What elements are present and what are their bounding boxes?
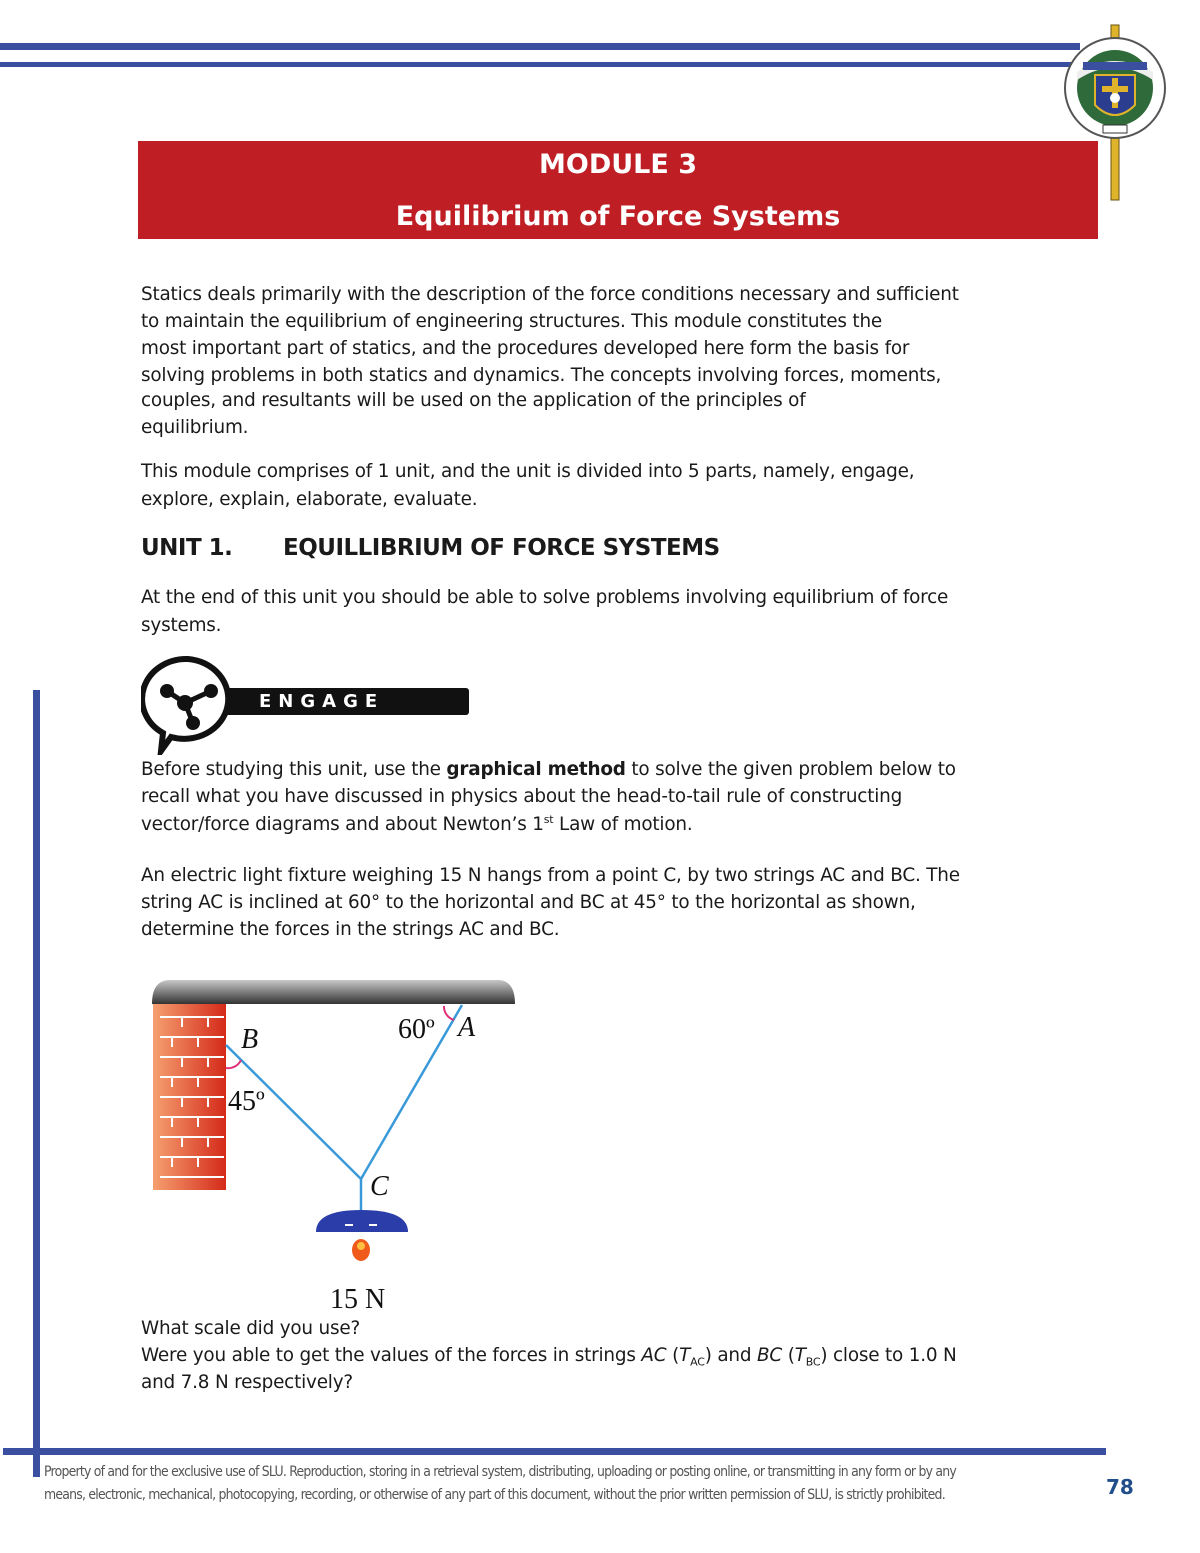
objective-line: At the end of this unit you should be able to solve problems involving equilibrium of force [141, 587, 949, 608]
question-values-cont: and 7.8 N respectively? [141, 1372, 353, 1393]
text: to solve the given problem below to [625, 759, 956, 780]
text: T [794, 1345, 806, 1366]
intro-line: equilibrium. [141, 417, 249, 438]
module-banner [138, 141, 1098, 239]
text: vector/force diagrams and about Newton’s 1 [141, 814, 544, 836]
lamp-shade [316, 1210, 408, 1232]
intro-line: to maintain the equilibrium of engineering structures. This module constitutes the [141, 311, 883, 332]
engage-line: recall what you have discussed in physics about the head-to-tail rule of constructing [141, 786, 903, 807]
problem-line: An electric light fixture weighing 15 N hangs from a point C, by two strings AC and BC. The [141, 865, 960, 886]
text: AC [641, 1345, 667, 1366]
emphasis-graphical-method: graphical method [446, 759, 626, 780]
subscript: BC [805, 1355, 821, 1369]
header-rule-top [0, 43, 1080, 50]
superscript: st [543, 813, 554, 826]
objective-line: systems. [141, 615, 222, 636]
intro-line: This module comprises of 1 unit, and the unit is divided into 5 parts, namely, engage, [141, 461, 915, 482]
label-b: B [241, 1024, 259, 1055]
footer-notice-line: means, electronic, mechanical, photocopying, recording, or otherwise of any part of this document, without the prior written permission of SLU, is strictly prohibited. [44, 1487, 945, 1503]
engage-bar [225, 688, 469, 715]
left-margin-rule [33, 690, 40, 1477]
engage-network-icon [141, 655, 239, 755]
intro-line: most important part of statics, and the procedures developed here form the basis for [141, 338, 910, 359]
engage-line [141, 759, 956, 780]
question-scale: What scale did you use? [141, 1318, 361, 1339]
force-diagram [140, 970, 530, 1310]
angle-45: 45º [228, 1086, 265, 1117]
footer-rule [3, 1448, 1106, 1455]
page-number: 78 [1106, 1475, 1134, 1499]
ceiling [152, 980, 515, 1004]
unit-heading [141, 535, 720, 561]
module-label: MODULE 3 [539, 149, 697, 180]
label-c: C [370, 1171, 389, 1202]
text: Before studying this unit, use the [141, 759, 447, 780]
unit-number: UNIT 1. [141, 535, 233, 561]
unit-title: EQUILLIBRIUM OF FORCE SYSTEMS [283, 535, 720, 561]
text: ( [666, 1345, 680, 1366]
weight-label: 15 N [330, 1284, 386, 1310]
text: ) and [704, 1345, 758, 1366]
intro-line: Statics deals primarily with the description of the force conditions necessary and sufficient [141, 284, 959, 305]
text: ( [782, 1345, 795, 1366]
question-values [141, 1345, 957, 1369]
engage-line [141, 813, 692, 835]
text: T [679, 1345, 691, 1366]
module-title: Equilibrium of Force Systems [395, 201, 841, 232]
intro-line: explore, explain, elaborate, evaluate. [141, 489, 478, 510]
label-a: A [458, 1012, 476, 1043]
text: Law of motion. [553, 814, 693, 836]
intro-line: solving problems in both statics and dynamics. The concepts involving forces, moments, [141, 365, 942, 386]
engage-label: ENGAGE [259, 691, 385, 712]
intro-line: couples, and resultants will be used on the application of the principles of [141, 390, 806, 411]
text: BC [757, 1345, 783, 1366]
footer-notice-line: Property of and for the exclusive use of SLU. Reproduction, storing in a retrieval system, distributing, uploading or posting online, or transmitting in any form or by any [44, 1464, 957, 1480]
angle-60: 60º [398, 1014, 435, 1045]
problem-line: string AC is inclined at 60° to the horizontal and BC at 45° to the horizontal as shown, [141, 892, 916, 913]
subscript: AC [690, 1355, 705, 1369]
header-rule-bottom [0, 62, 1080, 67]
problem-line: determine the forces in the strings AC and BC. [141, 919, 560, 940]
text: Were you able to get the values of the forces in strings [141, 1345, 642, 1366]
text: ) close to 1.0 N [820, 1345, 957, 1366]
